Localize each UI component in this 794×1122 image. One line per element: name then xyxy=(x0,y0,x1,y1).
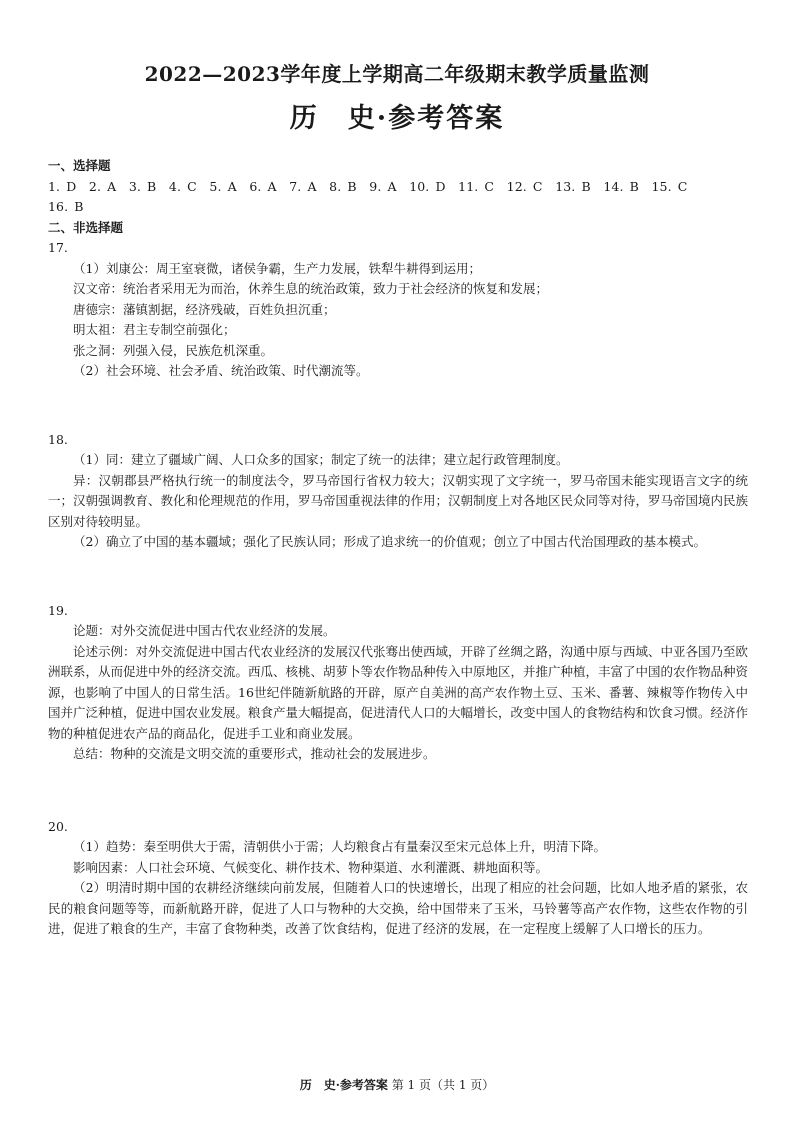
section-heading-nonchoice: 二、非选择题 xyxy=(48,219,124,235)
answer-paragraph: 总结：物种的交流是文明交流的重要形式，推动社会的发展进步。 xyxy=(73,746,436,761)
choice-answers-line-2: 16. B xyxy=(48,199,84,214)
answer-paragraph: （1）趋势：秦至明供大于需，清朝供小于需；人均粮食占有量秦汉至宋元总体上升，明清下降。 xyxy=(73,839,606,854)
answer-line: 唐德宗：藩镇割据，经济残破，百姓负担沉重； xyxy=(73,301,336,317)
answer-line: （2）社会环境、社会矛盾、统治政策、时代潮流等。 xyxy=(73,363,369,378)
footer-subject: 历 史·参考答案 xyxy=(299,1078,388,1092)
choice-answers-line-1: 1. D 2. A 3. B 4. C 5. A 6. A 7. A 8. B 9. A 10. D 11. C 12. C 13. B 14. B 15. C xyxy=(48,178,688,194)
document-title: 2022—2023学年度上学期高二年级期末教学质量监测 xyxy=(144,62,650,86)
answer-paragraph: 论题：对外交流促进中国古代农业经济的发展。 xyxy=(73,623,336,638)
question-number: 19. xyxy=(48,602,68,618)
subject-title: 历 史·参考答案 xyxy=(289,103,505,134)
footer-page-number: 第 1 页（共 1 页） xyxy=(391,1078,495,1092)
page-footer xyxy=(0,1076,794,1093)
answer-line: 张之洞：列强入侵，民族危机深重。 xyxy=(73,342,274,358)
question-number: 18. xyxy=(48,431,68,447)
question-19 xyxy=(48,601,748,765)
answer-paragraph: 论述示例：对外交流促进中国古代农业经济的发展汉代张骞出使西域，开辟了丝绸之路，沟通中原与西域、中亚各国乃至欧洲联系，从而促进中外的经济交流。西瓜、核桃、胡萝卜等农作物品种传入中原地区，并推广种植，丰富了中国的农作物品种资源，也影响了中国人的日常生活。16世纪伴随新航路的开辟，原产自美洲的高产农作物土豆、玉米、番薯、辣椒等作物传入中国并广泛种植，促进中国农业发展。粮食产量大幅提高，促进清代人口的大幅增长，改变中国人的食物结构和饮食习惯。经济作物的种植促进农产品的商品化，促进手工业和商业发展。 xyxy=(48,643,749,741)
answer-paragraph: （2）确立了中国的基本疆域；强化了民族认同；形成了追求统一的价值观；创立了中国古代治国理政的基本模式。 xyxy=(73,534,706,549)
question-17 xyxy=(48,238,748,382)
section-heading-choice: 一、选择题 xyxy=(48,158,111,173)
answer-content xyxy=(48,156,748,940)
spacer xyxy=(48,765,748,817)
answer-line: （1）刘康公：周王室衰微，诸侯争霸，生产力发展，铁犁牛耕得到运用； xyxy=(73,260,481,276)
question-20 xyxy=(48,817,748,940)
question-number: 20. xyxy=(48,818,68,834)
spacer xyxy=(48,553,748,601)
answer-paragraph: 影响因素：人口社会环境、气候变化、耕作技术、物种渠道、水利灌溉、耕地面积等。 xyxy=(73,859,549,875)
answer-paragraph: （1）同：建立了疆域广阔、人口众多的国家；制定了统一的法律；建立起行政管理制度。 xyxy=(73,452,569,467)
answer-paragraph: （2）明清时期中国的农耕经济继续向前发展，但随着人口的快速增长，出现了相应的社会问题，比如人地矛盾的紧张，农民的粮食问题等等，而新航路开辟，促进了人口与物种的大交换，给中国带来了玉米，马铃薯等高产农作物，这些农作物的引进，促进了粮食的生产，丰富了食物种类，改善了饮食结构，促进了经济的发展，在一定程度上缓解了人口增长的压力。 xyxy=(48,880,748,936)
answer-paragraph: 异：汉朝郡县严格执行统一的制度法令，罗马帝国行省权力较大；汉朝实现了文字统一，罗马帝国未能实现语言文字的统一；汉朝强调教育、教化和伦理规范的作用，罗马帝国重视法律的作用；汉朝制度上对各地区民众同等对待，罗马帝国境内民族区别对待较明显。 xyxy=(48,472,749,529)
answer-line: 汉文帝：统治者采用无为而治，休养生息的统治政策，致力于社会经济的恢复和发展； xyxy=(73,281,549,296)
question-number: 17. xyxy=(48,240,68,255)
answer-line: 明太祖：君主专制空前强化； xyxy=(73,322,236,337)
question-18 xyxy=(48,430,748,553)
spacer xyxy=(48,382,748,430)
